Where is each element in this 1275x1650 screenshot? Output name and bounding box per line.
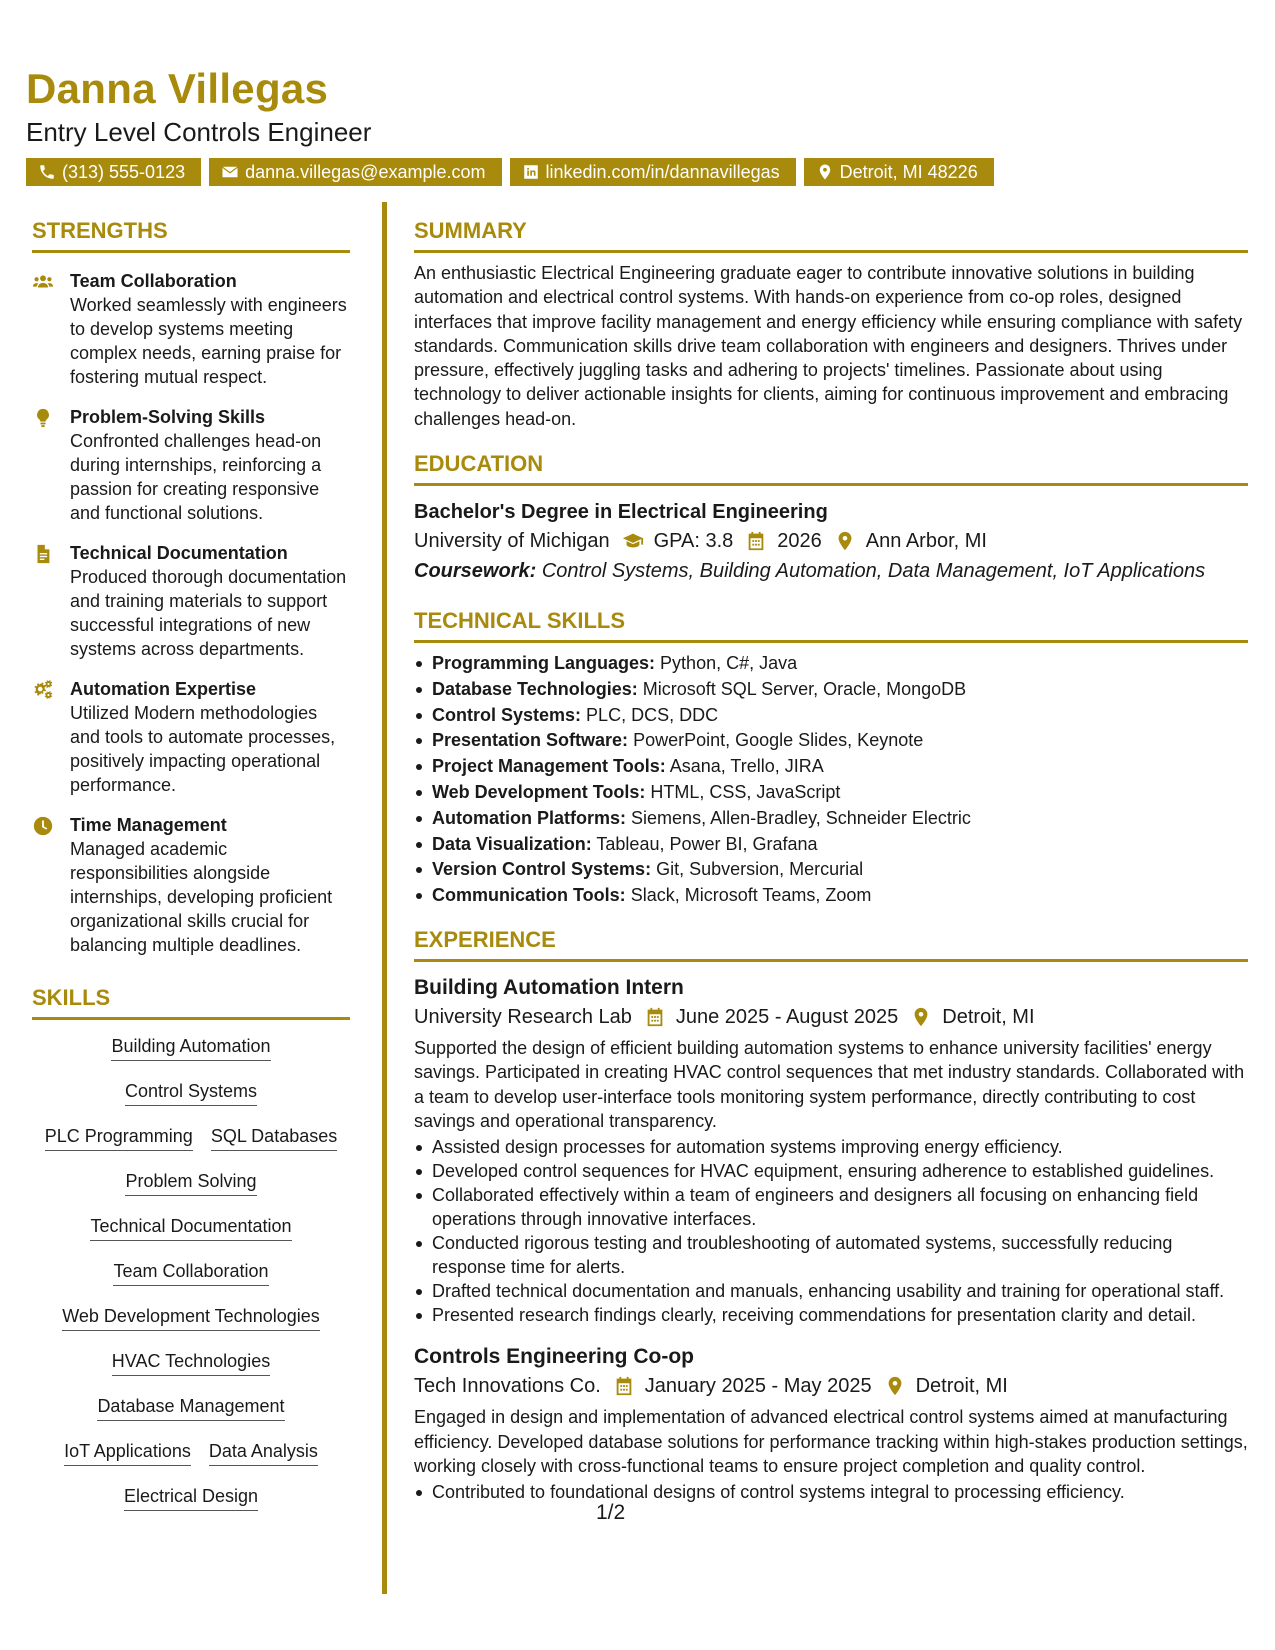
gears-icon xyxy=(32,679,54,701)
skill-values: Tableau, Power BI, Grafana xyxy=(596,833,818,854)
skill-values: HTML, CSS, JavaScript xyxy=(650,782,841,803)
calendar-icon xyxy=(613,1375,635,1397)
list-item xyxy=(414,677,1248,703)
map-pin-icon xyxy=(834,530,856,552)
job-location: Detroit, MI xyxy=(942,1006,1035,1029)
job-bullets xyxy=(414,1480,1248,1504)
envelope-icon xyxy=(221,163,239,181)
skill-category: Database Technologies: xyxy=(432,678,638,699)
job-summary: Supported the design of efficient building automation systems to enhance university facilities' energy savings. Participated in creating HVAC control sequences that met industry standards. Collaborated with a team to develop user-interface tools monitoring system performance, directly contributing to cost savings and operational transparency. xyxy=(414,1038,1245,1131)
coursework xyxy=(414,556,1248,586)
contact-location xyxy=(804,158,994,186)
map-pin-icon xyxy=(884,1375,906,1397)
list-item xyxy=(414,754,1248,780)
contact-email[interactable] xyxy=(209,158,501,186)
linkedin-icon xyxy=(522,163,540,181)
technical-skills-list xyxy=(414,651,1248,909)
skill-values: Git, Subversion, Mercurial xyxy=(656,859,864,880)
calendar-icon xyxy=(644,1006,666,1028)
summary-heading: SUMMARY xyxy=(414,216,1248,253)
skill-category: Version Control Systems: xyxy=(432,859,652,880)
skill-values: PLC, DCS, DDC xyxy=(586,704,719,725)
coursework-label: Coursework: xyxy=(414,560,537,583)
job-meta xyxy=(414,1002,1248,1032)
job-title: Building Automation Intern xyxy=(414,976,684,1000)
list-item xyxy=(414,857,1248,883)
contact-phone-text: (313) 555-0123 xyxy=(62,162,186,182)
skill-tag: Electrical Design xyxy=(124,1484,258,1511)
company-name: Tech Innovations Co. xyxy=(414,1375,601,1398)
job-meta xyxy=(414,1371,1248,1401)
skill-tag: Web Development Technologies xyxy=(62,1304,320,1331)
skill-tag: Team Collaboration xyxy=(113,1259,268,1286)
list-item xyxy=(414,806,1248,832)
candidate-title: Entry Level Controls Engineer xyxy=(26,117,372,147)
skill-category: Web Development Tools: xyxy=(432,782,646,803)
job-summary: Engaged in design and implementation of advanced electrical control systems aimed at manufacturing efficiency. Developed database solutions for performance tracking within high-stakes production settings, working closely with cross-functional teams to ensure project completion and quality control. xyxy=(414,1407,1248,1476)
strength-description: Worked seamlessly with engineers to develop systems meeting complex needs, earning praise for fostering mutual respect. xyxy=(70,295,347,387)
job-title: Controls Engineering Co-op xyxy=(414,1345,694,1369)
map-pin-icon xyxy=(816,163,834,181)
strength-title: Problem-Solving Skills xyxy=(70,407,266,427)
job-dates: June 2025 - August 2025 xyxy=(675,1006,899,1029)
experience-heading: EXPERIENCE xyxy=(414,925,1248,962)
list-item xyxy=(414,651,1248,677)
skill-tag-list xyxy=(32,1034,350,1529)
skill-values: Siemens, Allen-Bradley, Schneider Electric xyxy=(631,807,971,828)
skill-tag: Technical Documentation xyxy=(90,1214,291,1241)
phone-icon xyxy=(38,163,56,181)
skill-tag: Building Automation xyxy=(111,1034,270,1061)
skill-tag: Database Management xyxy=(97,1394,284,1421)
skill-values: Python, C#, Java xyxy=(660,653,798,674)
strength-description: Confronted challenges head-on during internships, reinforcing a passion for creating responsive and functional solutions. xyxy=(70,431,322,523)
gpa: GPA: 3.8 xyxy=(653,530,734,553)
list-item: Assisted design processes for automation systems improving energy efficiency. xyxy=(414,1135,1248,1159)
skills-section xyxy=(32,983,350,1529)
skill-values: Microsoft SQL Server, Oracle, MongoDB xyxy=(642,678,967,699)
coursework-list: Control Systems, Building Automation, Data Management, IoT Applications xyxy=(541,560,1206,583)
skills-heading: SKILLS xyxy=(32,983,350,1020)
graduation-year: 2026 xyxy=(777,530,822,553)
lightbulb-icon xyxy=(32,407,54,429)
skill-category: Project Management Tools: xyxy=(432,756,666,777)
candidate-name: Danna Villegas xyxy=(26,65,329,112)
job-bullets xyxy=(414,1135,1248,1327)
strength-title: Time Management xyxy=(70,815,227,835)
list-item: Presented research findings clearly, receiving commendations for presentation clarity and detail. xyxy=(414,1303,1248,1327)
skill-category: Control Systems: xyxy=(432,704,582,725)
contact-bar xyxy=(26,158,1250,186)
contact-linkedin[interactable] xyxy=(510,158,796,186)
users-icon xyxy=(32,271,54,293)
skill-values: Asana, Trello, JIRA xyxy=(669,756,824,777)
document-icon xyxy=(32,543,54,565)
strength-item xyxy=(32,813,350,957)
strength-item xyxy=(32,269,350,389)
education-heading: EDUCATION xyxy=(414,449,1248,486)
strength-item xyxy=(32,405,350,525)
job-location: Detroit, MI xyxy=(915,1375,1008,1398)
skill-category: Automation Platforms: xyxy=(432,807,627,828)
skill-values: PowerPoint, Google Slides, Keynote xyxy=(633,730,924,751)
skill-tag: IoT Applications xyxy=(64,1439,191,1466)
graduation-cap-icon xyxy=(622,530,644,552)
resume-header xyxy=(26,64,1250,186)
clock-icon xyxy=(32,815,54,837)
education-meta xyxy=(414,526,1248,556)
skill-values: Slack, Microsoft Teams, Zoom xyxy=(630,885,872,906)
strength-item xyxy=(32,541,350,661)
skill-tag: Control Systems xyxy=(125,1079,257,1106)
list-item xyxy=(414,780,1248,806)
list-item xyxy=(414,728,1248,754)
skill-tag: SQL Databases xyxy=(211,1124,337,1151)
strength-item xyxy=(32,677,350,797)
contact-linkedin-text: linkedin.com/in/dannavillegas xyxy=(545,162,780,182)
summary-text: An enthusiastic Electrical Engineering graduate eager to contribute innovative solutions in building automation and electrical control systems. With hands-on experience from co-op roles, designed interfaces that improve facility management and energy efficiency while ensuring compliance with safety standards. Communication skills drive team collaboration with engineers and designers. Thrives under pressure, effectively juggling tasks and adhering to projects' timelines. Passionate about using technology to deliver actionable insights for clients, aiming for continuous improvement and embracing challenges head-on. xyxy=(414,263,1243,429)
left-column xyxy=(32,216,350,1529)
list-item: Conducted rigorous testing and troubleshooting of automated systems, successfully reducing response time for alerts. xyxy=(414,1231,1248,1279)
strength-title: Automation Expertise xyxy=(70,679,257,699)
list-item xyxy=(414,832,1248,858)
strength-title: Team Collaboration xyxy=(70,271,237,291)
list-item: Collaborated effectively within a team of engineers and designers all focusing on enhancing field operations through innovative interfaces. xyxy=(414,1183,1248,1231)
skill-category: Data Visualization: xyxy=(432,833,592,854)
column-divider xyxy=(382,202,387,1594)
skill-tag: Data Analysis xyxy=(209,1439,318,1466)
strength-title: Technical Documentation xyxy=(70,543,288,563)
list-item xyxy=(414,883,1248,909)
skill-tag: Problem Solving xyxy=(125,1169,256,1196)
list-item xyxy=(414,703,1248,729)
page-number: 1/2 xyxy=(596,1501,626,1524)
contact-email-text: danna.villegas@example.com xyxy=(245,162,486,182)
skill-category: Communication Tools: xyxy=(432,885,626,906)
map-pin-icon xyxy=(910,1006,932,1028)
strength-description: Utilized Modern methodologies and tools to automate processes, positively impacting operational performance. xyxy=(70,703,336,795)
list-item: Drafted technical documentation and manuals, enhancing usability and training for operational staff. xyxy=(414,1279,1248,1303)
job-dates: January 2025 - May 2025 xyxy=(644,1375,872,1398)
list-item: Developed control sequences for HVAC equipment, ensuring adherence to established guidelines. xyxy=(414,1159,1248,1183)
skill-category: Presentation Software: xyxy=(432,730,629,751)
list-item: Contributed to foundational designs of control systems integral to processing efficiency. xyxy=(414,1480,1248,1504)
degree-title: Bachelor's Degree in Electrical Engineering xyxy=(414,501,828,524)
calendar-icon xyxy=(745,530,767,552)
contact-phone[interactable] xyxy=(26,158,201,186)
skill-tag: PLC Programming xyxy=(45,1124,193,1151)
strength-description: Managed academic responsibilities alongside internships, developing proficient organizational skills crucial for balancing multiple deadlines. xyxy=(70,839,333,955)
school-name: University of Michigan xyxy=(414,530,610,553)
skill-category: Programming Languages: xyxy=(432,653,656,674)
technical-skills-heading: TECHNICAL SKILLS xyxy=(414,606,1248,643)
strength-description: Produced thorough documentation and training materials to support successful integrations of new systems across departments. xyxy=(70,567,347,659)
school-location: Ann Arbor, MI xyxy=(865,530,987,553)
contact-location-text: Detroit, MI 48226 xyxy=(839,162,978,182)
right-column xyxy=(414,216,1248,1504)
company-name: University Research Lab xyxy=(414,1006,632,1029)
skill-tag: HVAC Technologies xyxy=(112,1349,270,1376)
strengths-heading: STRENGTHS xyxy=(32,216,350,253)
